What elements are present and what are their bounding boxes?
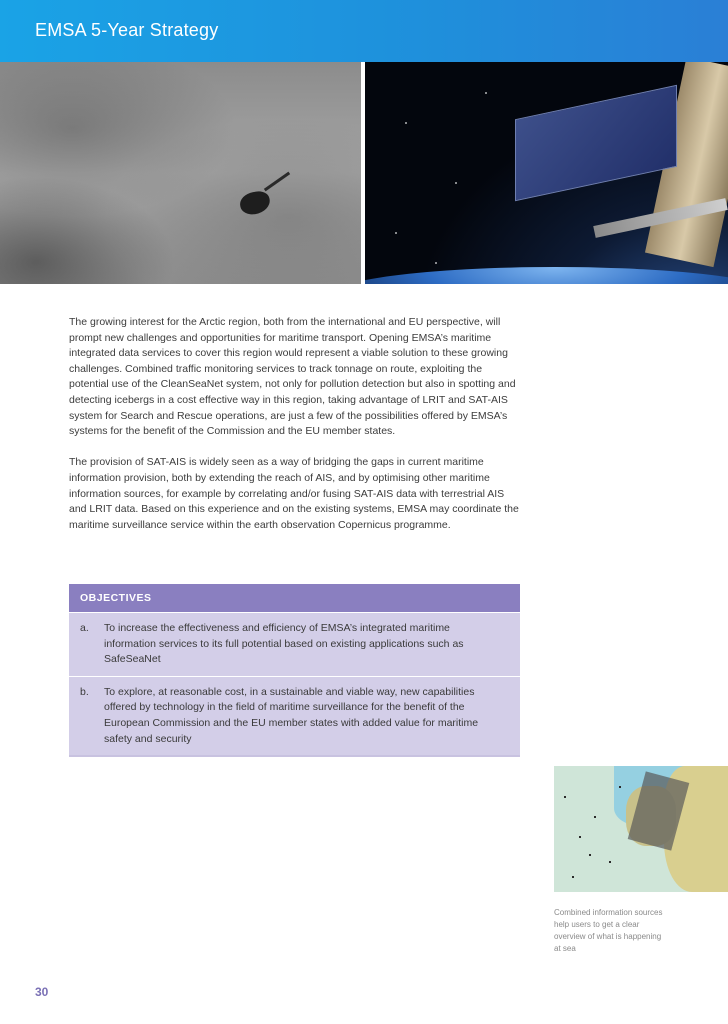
objective-letter: b.: [80, 685, 89, 698]
objective-item: [69, 676, 520, 757]
paragraph: The growing interest for the Arctic region, both from the international and EU perspective, will prompt new challenges and opportunities for maritime transport. Opening EMSA’s maritime integrated data services to cover this region would represent a viable solution to these growing challenges. Combined traffic monitoring services to track tonnage on route, exploiting the potential use of the CleanSeaNet system, not only for pollution detection but also in spotting and detecting icebergs in a cost effective way in this region, taking advantage of LRIT and SAT-AIS system for Search and Rescue operations, are just a few of the possibilities offered by EMSA’s systems for the benefit of the Commission and the EU member states.: [69, 316, 516, 438]
oil-spill-trail: [264, 172, 290, 192]
vessel-dot: [609, 861, 611, 863]
star: [455, 182, 457, 184]
body-text: [69, 315, 521, 549]
objectives-heading: OBJECTIVES: [69, 584, 520, 612]
paragraph: The provision of SAT-AIS is widely seen as a way of bridging the gaps in current maritime information provision, both by extending the reach of AIS, and by optimising other maritime information sources, for example by correlating and/or fusing SAT-AIS data with terrestrial AIS and LRIT data. Based on this experience and on the existing systems, EMSA may coordinate the maritime surveillance service within the earth observation Copernicus programme.: [69, 456, 519, 531]
objective-letter: a.: [80, 622, 89, 634]
vessel-dot: [619, 786, 621, 788]
figure-caption: Combined information sources help users to get a clear overview of what is happening at sea: [554, 908, 663, 953]
vessel-dot: [572, 876, 574, 878]
solar-panel: [515, 85, 677, 201]
objective-item: [69, 612, 520, 676]
page-header: [0, 0, 728, 62]
maritime-map-image: [554, 766, 728, 892]
satellite-photo: [365, 62, 728, 284]
star: [395, 232, 397, 234]
star: [405, 122, 407, 124]
objective-text: To increase the effectiveness and efficiency of EMSA’s integrated maritime information services to its full potential based on existing applications such as SafeSeaNet: [104, 622, 464, 666]
objective-text: To explore, at reasonable cost, in a sustainable and viable way, new capabilities offered by technology in the field of maritime surveillance for the benefit of the European Commission and the EU member states with added value for maritime safety and security: [104, 685, 479, 745]
vessel-dot: [589, 854, 591, 856]
vessel-dot: [579, 836, 581, 838]
star: [485, 92, 487, 94]
star: [435, 262, 437, 264]
document-title: EMSA 5-Year Strategy: [35, 20, 219, 40]
oil-spill-shape: [238, 190, 271, 217]
earth-horizon: [365, 267, 728, 284]
vessel-dot: [594, 816, 596, 818]
page-number: 30: [35, 985, 49, 999]
satellite-radar-image: [0, 62, 361, 284]
vessel-dot: [564, 796, 566, 798]
objectives-box: [69, 584, 520, 757]
